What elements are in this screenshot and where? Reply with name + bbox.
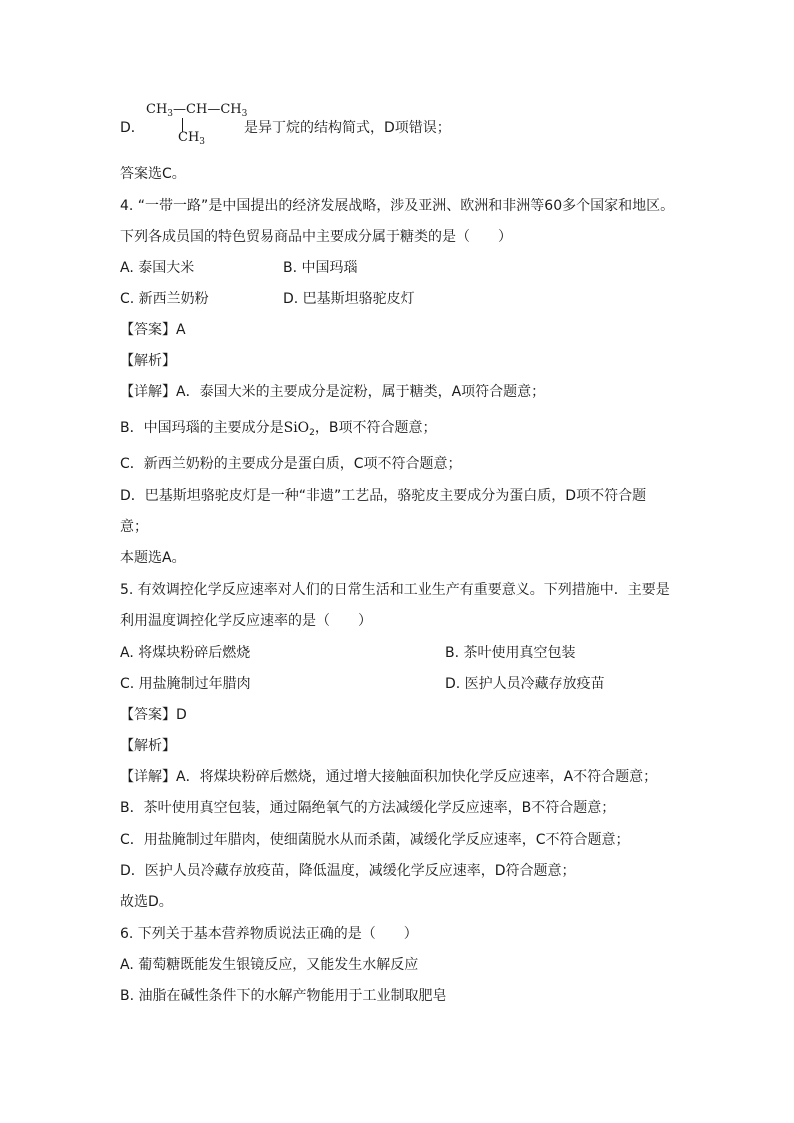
- formula-ch-mid: —CH—CH: [173, 102, 242, 117]
- q6-option-b: B. 油脂在碱性条件下的水解产物能用于工业制取肥皂: [120, 988, 447, 1004]
- q4-option-b: B. 中国玛瑙: [283, 260, 358, 276]
- q4-detail-d-line1: D．巴基斯坦骆驼皮灯是一种“非遗”工艺品，骆驼皮主要成分为蛋白质，D项不符合题: [120, 488, 647, 504]
- q4-detail-b-pre: B．中国玛瑙的主要成分是: [120, 420, 284, 436]
- q5-conclusion: 故选D。: [120, 894, 173, 910]
- q5-option-a: A. 将煤块粉碎后燃烧: [120, 645, 251, 661]
- q5-analysis-label: 【解析】: [120, 738, 176, 754]
- q4-detail-b-formula-sub: 2: [309, 428, 315, 438]
- q4-detail-b-post: ，B项不符合题意；: [314, 420, 437, 436]
- q5-option-d: D. 医护人员冷藏存放疫苗: [445, 676, 605, 692]
- q4-detail-b-formula: SiO: [283, 420, 310, 436]
- option-d-text: 是异丁烷的结构简式，D项错误；: [244, 120, 451, 136]
- q4-analysis-label: 【解析】: [120, 353, 176, 369]
- formula-sub-right: 3: [241, 109, 248, 119]
- formula-ch3-bottom: CH: [178, 130, 200, 145]
- q6-option-a: A. 葡萄糖既能发生银镜反应，又能发生水解反应: [120, 957, 419, 973]
- q4-answer: 【答案】A: [120, 322, 186, 338]
- q5-option-c: C. 用盐腌制过年腊肉: [120, 676, 251, 692]
- formula-bottom-row: [178, 130, 205, 147]
- q5-detail-a: 【详解】A．将煤块粉碎后燃烧，通过增大接触面积加快化学反应速率，A不符合题意；: [120, 769, 658, 785]
- q4-stem-line2: 下列各成员国的特色贸易商品中主要成分属于糖类的是（ ）: [120, 229, 512, 245]
- q5-stem-line1: 5. 有效调控化学反应速率对人们的日常生活和工业生产有重要意义。下列措施中．主要是: [120, 582, 670, 598]
- q5-detail-d: D．医护人员冷藏存放疫苗，降低温度，减缓化学反应速率，D符合题意；: [120, 863, 576, 879]
- option-d-prefix: D．: [120, 120, 145, 136]
- q5-detail-c: C．用盐腌制过年腊肉，使细菌脱水从而杀菌，减缓化学反应速率，C不符合题意；: [120, 832, 630, 848]
- q4-detail-d-line2: 意；: [120, 519, 148, 535]
- formula-top-row: [146, 102, 247, 119]
- q4-option-a: A. 泰国大米: [120, 260, 195, 276]
- q4-option-c: C. 新西兰奶粉: [120, 291, 209, 307]
- formula-ch3-left: CH: [146, 102, 168, 117]
- q4-conclusion: 本题选A。: [120, 550, 186, 566]
- q4-detail-a: 【详解】A．泰国大米的主要成分是淀粉，属于糖类，A项符合题意；: [120, 384, 546, 400]
- formula-sub-left: 3: [167, 109, 174, 119]
- q5-answer: 【答案】D: [120, 707, 187, 723]
- q3-conclusion: 答案选C。: [120, 166, 186, 182]
- isobutane-structural-formula: [120, 96, 540, 152]
- formula-sub-bottom: 3: [199, 137, 206, 147]
- q4-detail-b: [120, 418, 437, 443]
- q4-option-d: D. 巴基斯坦骆驼皮灯: [283, 291, 415, 307]
- q5-stem-line2: 利用温度调控化学反应速率的是（ ）: [120, 613, 372, 629]
- q5-option-b: B. 茶叶使用真空包装: [445, 645, 576, 661]
- q4-detail-c: C．新西兰奶粉的主要成分是蛋白质，C项不符合题意；: [120, 456, 462, 472]
- q5-detail-b: B．茶叶使用真空包装，通过隔绝氧气的方法减缓化学反应速率，B不符合题意；: [120, 800, 616, 816]
- q4-stem-line1: 4. “一带一路”是中国提出的经济发展战略，涉及亚洲、欧洲和非洲等60多个国家和地区。: [120, 198, 675, 214]
- q6-stem: 6. 下列关于基本营养物质说法正确的是（ ）: [120, 926, 418, 942]
